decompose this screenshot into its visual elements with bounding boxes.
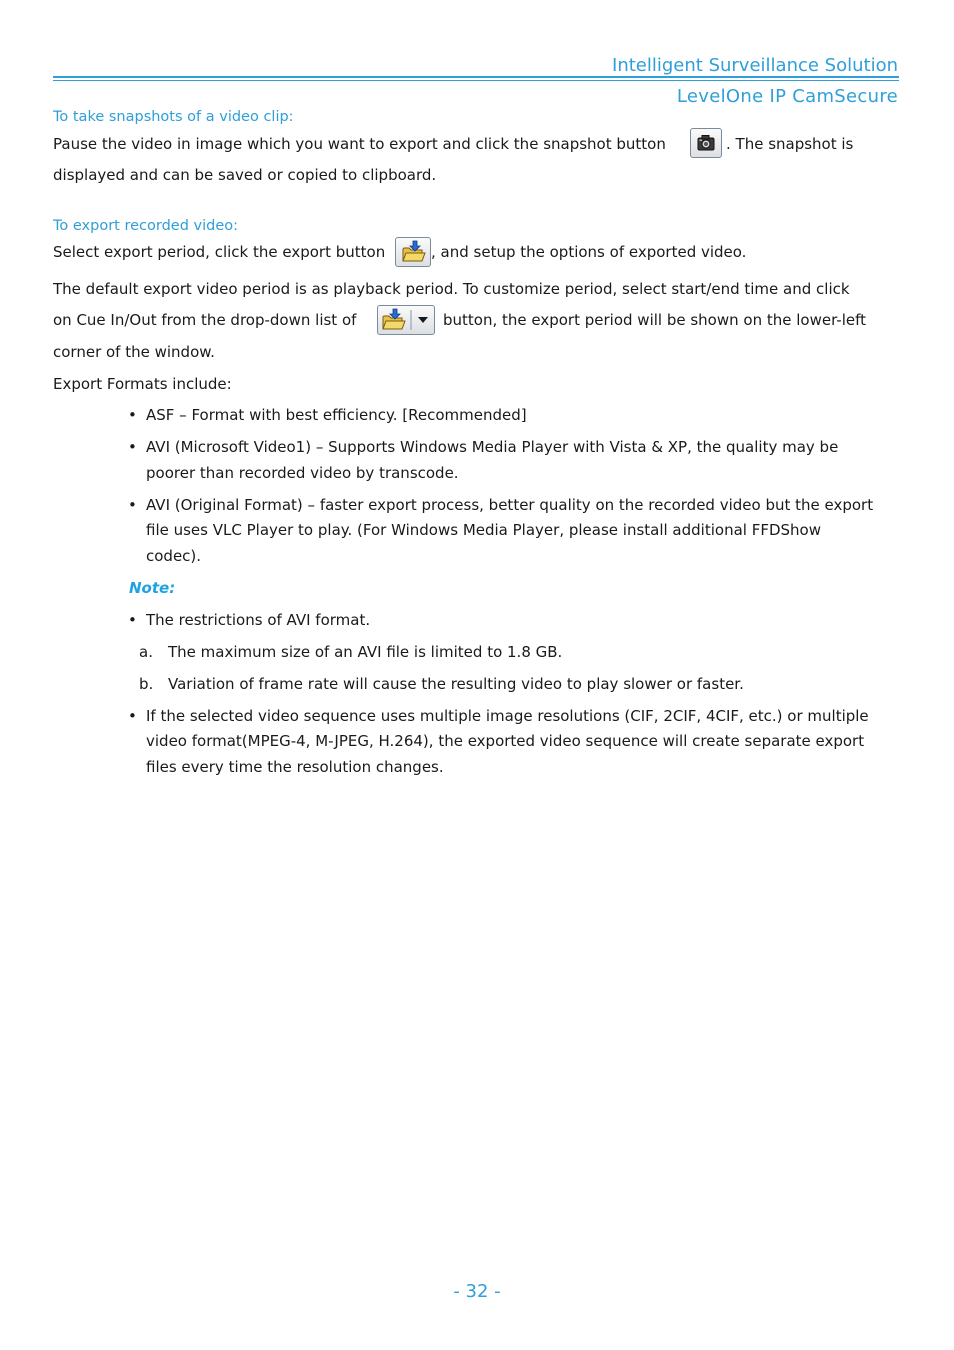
note-item-continued: files every time the resolution changes. bbox=[146, 758, 444, 776]
note-item: The restrictions of AVI format. bbox=[146, 611, 371, 629]
export-dropdown-button[interactable] bbox=[377, 305, 435, 335]
sub-item: Variation of frame rate will cause the resulting video to play slower or faster. bbox=[168, 675, 744, 693]
snapshot-text-line1-end: . The snapshot is bbox=[726, 135, 854, 153]
export-text-line1-start: Select export period, click the export button bbox=[53, 243, 386, 261]
export-formats-intro: Export Formats include: bbox=[53, 375, 232, 393]
folder-export-icon bbox=[396, 238, 430, 266]
header-subtitle: LevelOne IP CamSecure bbox=[676, 86, 898, 107]
list-bullet: • bbox=[128, 707, 137, 725]
list-item: ASF – Format with best efficiency. [Recommended] bbox=[146, 406, 527, 424]
export-text-line1-end: , and setup the options of exported video. bbox=[431, 243, 747, 261]
header-title: Intelligent Surveillance Solution bbox=[612, 55, 898, 76]
snapshot-button[interactable] bbox=[690, 128, 722, 158]
list-item-continued: poorer than recorded video by transcode. bbox=[146, 464, 459, 482]
header-divider bbox=[53, 76, 899, 78]
export-para2-line2-start: on Cue In/Out from the drop-down list of bbox=[53, 311, 357, 329]
camera-icon bbox=[691, 129, 721, 157]
list-bullet: • bbox=[128, 611, 137, 629]
list-bullet: • bbox=[128, 496, 137, 514]
export-button[interactable] bbox=[395, 237, 431, 267]
snapshot-text-line1-start: Pause the video in image which you want to export and click the snapshot button bbox=[53, 135, 666, 153]
export-heading: To export recorded video: bbox=[53, 218, 238, 234]
note-item: If the selected video sequence uses multiple image resolutions (CIF, 2CIF, 4CIF, etc.) or multiple bbox=[146, 707, 869, 725]
note-label: Note: bbox=[129, 579, 176, 597]
list-bullet: • bbox=[128, 406, 137, 424]
sub-item-marker: a. bbox=[139, 643, 153, 661]
snapshot-text-line2: displayed and can be saved or copied to clipboard. bbox=[53, 166, 437, 184]
note-item-continued: video format(MPEG-4, M-JPEG, H.264), the exported video sequence will create separate export bbox=[146, 732, 865, 750]
folder-export-dropdown-icon bbox=[378, 306, 434, 334]
page-number: - 32 - bbox=[453, 1281, 501, 1302]
list-item: AVI (Microsoft Video1) – Supports Windows Media Player with Vista & XP, the quality may be bbox=[146, 438, 839, 456]
export-para2-line3: corner of the window. bbox=[53, 343, 215, 361]
list-item-continued: file uses VLC Player to play. (For Windows Media Player, please install additional FFDShow bbox=[146, 521, 821, 539]
export-para2-line2-end: button, the export period will be shown on the lower-left bbox=[443, 311, 866, 329]
header-divider-thin bbox=[53, 80, 899, 81]
sub-item-marker: b. bbox=[139, 675, 154, 693]
export-para2-line1: The default export video period is as playback period. To customize period, select start/end time and click bbox=[53, 280, 850, 298]
list-item-continued: codec). bbox=[146, 547, 202, 565]
list-item: AVI (Original Format) – faster export process, better quality on the recorded video but the export bbox=[146, 496, 874, 514]
list-bullet: • bbox=[128, 438, 137, 456]
sub-item: The maximum size of an AVI file is limited to 1.8 GB. bbox=[168, 643, 563, 661]
snapshot-heading: To take snapshots of a video clip: bbox=[53, 109, 294, 125]
